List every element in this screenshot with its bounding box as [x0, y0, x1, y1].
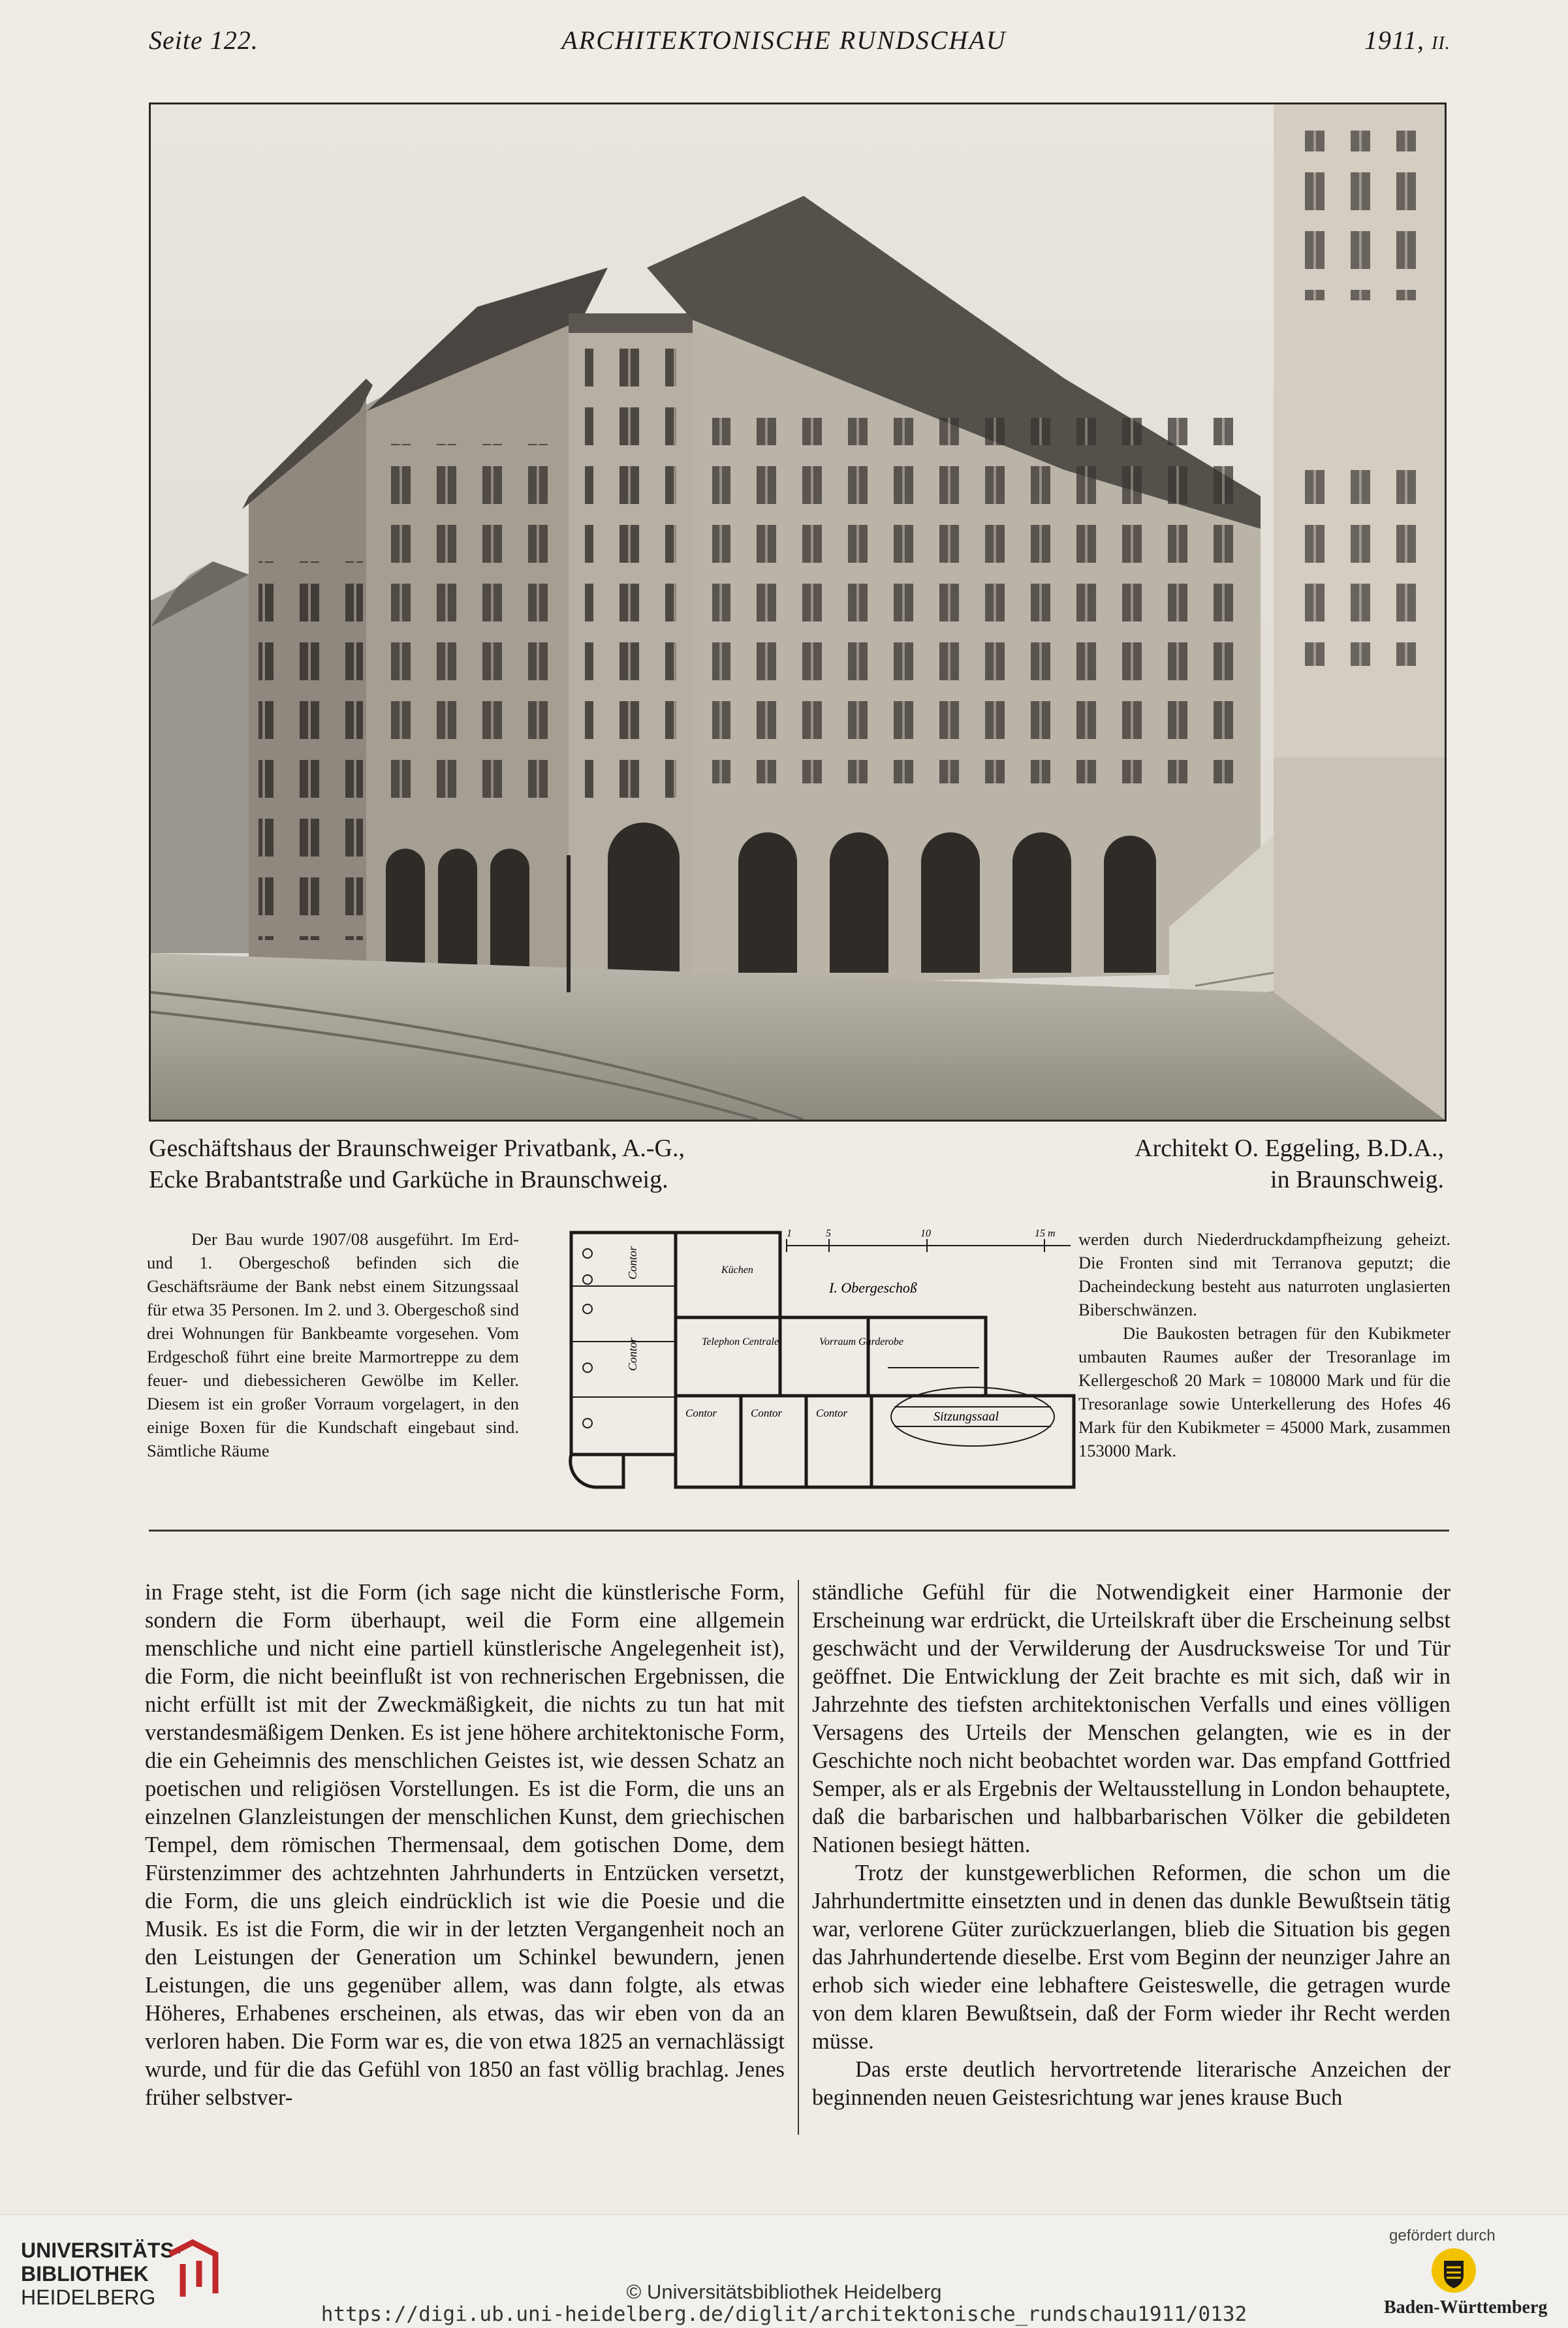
caption-left-line2: Ecke Brabantstraße und Garküche in Braunschweig. [149, 1166, 668, 1193]
intro-left-paragraph: Der Bau wurde 1907/08 ausgeführt. Im Erd- und 1. Obergeschoß befinden sich die Geschäftsräume der Bank nebst einem Sitzungssaal für etwa 35 Personen. Im 2. und 3. Obergeschoß sind drei Wohnungen für Bankbeamte vorgesehen. Vom Erdgeschoß führt eine breite Marmortreppe zu dem feuer- und diebessicheren Gewölbe im Keller. Diesem ist ein großer Vorraum vorgelagert, in den einige Boxen für die Kundschaft eingebaut sind. Sämtliche Räume [147, 1229, 519, 1460]
caption-left-line1: Geschäftshaus der Braunschweiger Privatbank, A.-G., [149, 1135, 685, 1162]
funded-by-label: gefördert durch [1389, 2227, 1496, 2244]
caption-right-line2: in Braunschweig. [1270, 1166, 1444, 1193]
room-contor-5: Contor [816, 1407, 848, 1419]
body-column-left [145, 1579, 785, 2112]
intro-right-paragraph-2: Die Baukosten betragen für den Kubikmeter umbauten Raumes außer der Tresoranlage im Kellergeschoß 20 Mark = 108000 Mark und für die Tresoranlage sowie Unterkellerung des Hofes 46 Mark für den Kubikmeter = 45000 Mark, zusammen 153000 Mark. [1078, 1323, 1450, 1460]
room-contor-3: Contor [685, 1407, 717, 1419]
plan-title: I. Obergeschoß [829, 1280, 917, 1296]
floor-plan [561, 1227, 1077, 1502]
caption-right-line1: Architekt O. Eggeling, B.D.A., [1135, 1135, 1444, 1162]
section-divider [149, 1530, 1449, 1532]
building-photograph [149, 102, 1447, 1122]
scale-label-15m: 15 m [1035, 1228, 1056, 1239]
library-line1: UNIVERSITÄTS- [21, 2239, 181, 2262]
body-column-right [812, 1579, 1450, 2112]
room-contor-4: Contor [751, 1407, 783, 1419]
room-telephon: Telephon Centrale [702, 1336, 779, 1347]
body-right-paragraph-3: Das erste deutlich hervortretende literarische Anzeichen der beginnenden neuen Geistesrichtung war jenes krause Buch [812, 2057, 1450, 2110]
body-right-paragraph-2: Trotz der kunstgewerblichen Reformen, die schon um die Jahrhundertmitte einsetzten und in denen das dunkle Bewußtsein tätig war, verlorene Güter zurückzuerlangen, blieb die Situation bis gegen das Jahrhundertende dieselbe. Erst vom Beginn der neunziger Jahre an erhob sich wieder eine lebhaftere Geisteswelle, die getragen wurde von dem klaren Bewußtsein, daß der Form wieder ihr Recht werden müsse. [812, 1861, 1450, 2054]
body-right-paragraph-1: ständliche Gefühl für die Notwendigkeit einer Harmonie der Erscheinung war erdrückt, die Urteilskraft über die Erscheinung selbst geschwächt und der Verwilderung der Ausdrucksweise Tor und Tür geöffnet. Die Entwicklung der Zeit brachte es mit sich, daß wir in Jahrzehnte des tiefsten architektonischen Verfalls und eines völligen Versagens des Urteils der Menschen gelangten, wie es in der Geschichte noch nicht beobachtet worden war. Das empfand Gottfried Semper, als er als Ergebnis der Weltausstellung in London behauptete, daß die barbarischen und halbbarbarischen Völker die gebildeten Nationen besiegt hätten. [812, 1580, 1450, 1857]
intro-right-text [1078, 1227, 1450, 1462]
page-number: Seite 122. [149, 25, 259, 55]
scale-label-1: 1 [787, 1228, 792, 1239]
caption-left [149, 1133, 685, 1195]
caption-right [1044, 1133, 1444, 1195]
year-volume [1364, 25, 1450, 55]
footer-bar [0, 2214, 1568, 2328]
intro-right-paragraph-1: werden durch Niederdruckdampfheizung geheizt. Die Fronten sind mit Terranova geputzt; die Dacheindeckung besteht aus naturroten unglasierten Biberschwänzen. [1078, 1229, 1450, 1319]
state-coat-of-arms-icon [1430, 2246, 1478, 2295]
year: 1911, [1364, 25, 1425, 55]
room-sitzungssaal: Sitzungssaal [933, 1409, 999, 1424]
body-left-paragraph: in Frage steht, ist die Form (ich sage nicht die künstlerische Form, sondern die Form überhaupt, weil die Form eine allgemein menschliche und nicht eine partiell künstlerische Angelegenheit ist), die Form, die nicht beeinflußt ist von rechnerischen Ergebnissen, die nicht erfüllt ist mit der Zweckmäßigkeit, die nichts zu tun hat mit verstandesmäßigem Denken. Es ist jene höhere architektonische Form, die ein Geheimnis des menschlichen Geistes ist, wie dessen Schatz an poetischen und religiösen Vorstellungen. Es ist die Form, die uns an einzelnen Glanzleistungen der menschlichen Kunst, dem griechischen Tempel, dem römischen Thermensaal, dem gotischen Dome, dem Fürstenzimmer des achtzehnten Jahrhunderts in Entzücken versetzt, die Form, die uns gleich eindrücklich ist wie die Poesie und die Musik. Es ist die Form, die wir in der letzten Vergangenheit noch an den Leistungen der Generation um Schinkel bewundern, jenen Leistungen, die uns gegenüber allem, was dann folgte, als etwas Höheres, Erhabenes erscheinen, als etwas, das wir eben von da an verloren haben. Die Form war es, die von etwa 1825 an vernachlässigt wurde, und für die das Gefühl von 1850 an fast völlig brachlag. Jenes früher selbstver- [145, 1580, 785, 2110]
room-kuechen: Küchen [721, 1265, 753, 1276]
journal-title: ARCHITEKTONISCHE RUNDSCHAU [561, 25, 1007, 55]
intro-left-text [147, 1227, 519, 1462]
copyright-notice: © Universitätsbibliothek Heidelberg [626, 2280, 942, 2303]
volume: II. [1432, 33, 1450, 54]
room-vorraum: Vorraum Garderobe [819, 1336, 904, 1347]
state-name: Baden-Württemberg [1384, 2297, 1548, 2318]
page-url[interactable]: https://digi.ub.uni-heidelberg.de/diglit/architektonische_rundschau1911/0132 [321, 2303, 1247, 2326]
scale-label-10: 10 [920, 1228, 931, 1239]
library-line2: BIBLIOTHEK [21, 2262, 149, 2286]
room-contor-2: Contor [626, 1337, 639, 1371]
library-line3: HEIDELBERG [21, 2286, 156, 2309]
scale-label-5: 5 [826, 1228, 831, 1239]
column-divider [798, 1580, 799, 2135]
room-contor-1: Contor [626, 1246, 639, 1280]
